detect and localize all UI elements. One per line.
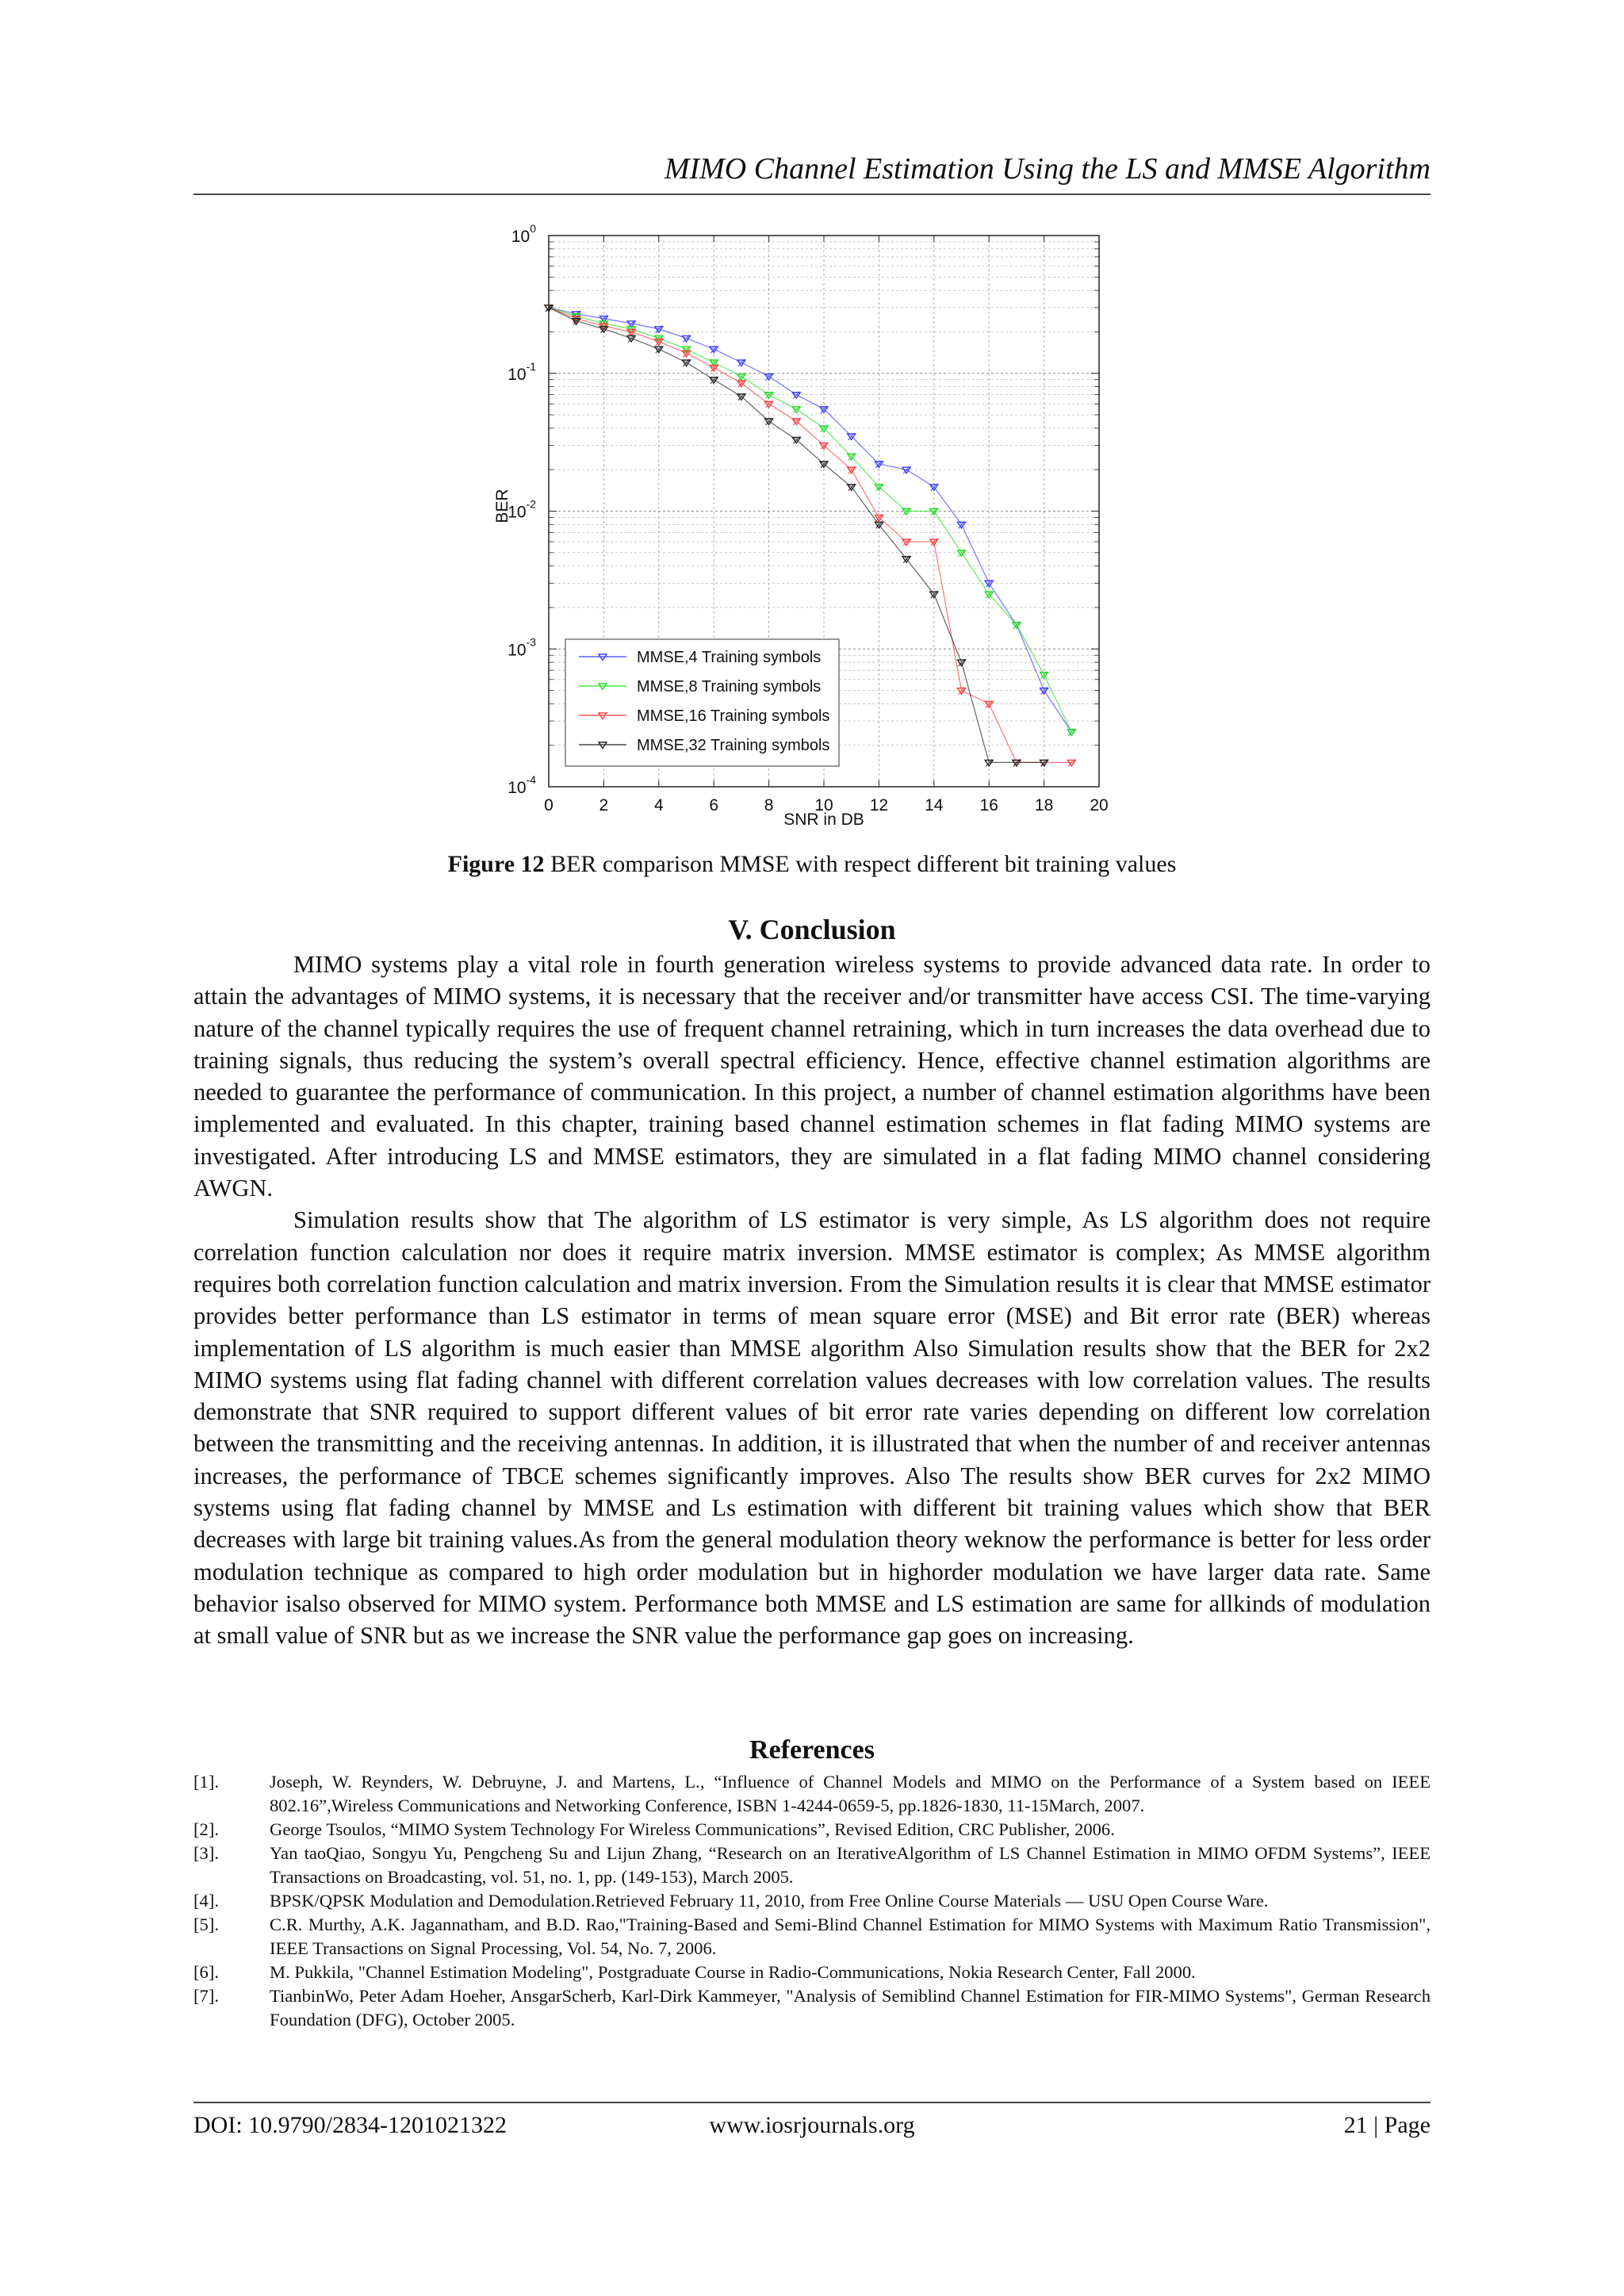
section-title: V. Conclusion [728,914,896,945]
x-tick-label: 4 [653,796,664,815]
conclusion-body [193,949,1431,1652]
x-tick-label: 2 [599,796,609,815]
reference-list [193,1770,1431,2032]
figure-label: Figure 12 [447,851,545,877]
reference-text: Yan taoQiao, Songyu Yu, Pengcheng Su and Lijun Zhang, “Research on an IterativeAlgorithm of LS Channel Estimation in MIMO OFDM Systems”, IEEE Transactions on Broadcasting, vol. 51, no. 1, pp. (149-153), March 2005. [270,1843,1431,1887]
chart-legend [565,639,839,766]
reference-item [193,1961,1431,1984]
paragraph: Simulation results show that The algorithm of LS estimator is very simple, As LS algorithm does not require correlation function calculation nor does it require matrix inversion. MMSE estimator is complex; As MMSE algorithm requires both correlation function calculation and matrix inversion. From the Simulation results it is clear that MMSE estimator provides better performance than LS estimator in terms of mean square error (MSE) and Bit error rate (BER) whereas implementation of LS algorithm is much easier than MMSE algorithm Also Simulation results show that the BER for 2x2 MIMO systems using flat fading channel with different correlation values decreases with low correlation values. The results demonstrate that SNR required to support different values of bit error rate varies depending on different low correlation between the transmitting and the receiving antennas. In addition, it is illustrated that when the number of and receiver antennas increases, the performance of TBCE schemes significantly improves. Also The results show BER curves for 2x2 MIMO systems using flat fading channel by MMSE and Ls estimation with different bit training values which show that BER decreases with large bit training values.As from the general modulation theory weknow the performance is better for less order modulation technique as compared to high order modulation but in highorder modulation we have larger data rate. Same behavior isalso observed for MIMO system. Performance both MMSE and LS estimation are same for allkinds of modulation at small value of SNR but as we increase the SNR value the performance gap goes on increasing. [193,1206,1431,1650]
reference-item [193,1842,1431,1889]
footer-page-number: 21 | Page [1343,2112,1431,2138]
reference-text: TianbinWo, Peter Adam Hoeher, AnsgarScherb, Karl-Dirk Kammeyer, "Analysis of Semiblind Channel Estimation for FIR-MIMO Systems", German Research Foundation (DFG), October 2005. [270,1986,1431,2030]
x-tick-label: 20 [1090,796,1109,815]
reference-number: [7]. [193,1986,219,2006]
reference-text: Joseph, W. Reynders, W. Debruyne, J. and Martens, L., “Influence of Channel Models and MIMO on the Performance of a System based on IEEE 802.16”,Wireless Communications and Networking Conference, ISBN 1-4244-0659-5, pp.1826-1830, 11-15March, 2007. [270,1772,1431,1815]
y-tick-label: $10^{-3}$ [508,635,536,660]
x-tick-label: 12 [869,796,889,815]
x-tick-label: 16 [979,796,998,815]
reference-number: [4]. [193,1891,219,1911]
y-tick-label: $10^{-4}$ [508,773,536,797]
reference-item [193,1889,1431,1913]
footer-doi: DOI: 10.9790/2834-1201021322 [193,2112,507,2138]
reference-text: George Tsoulos, “MIMO System Technology For Wireless Communications”, Revised Edition, CRC Publisher, 2006. [270,1819,1115,1839]
legend-label: MMSE,32 Training symbols [637,737,830,754]
running-header: MIMO Channel Estimation Using the LS and MMSE Algorithm [664,152,1431,186]
references-title: References [749,1735,875,1765]
reference-item [193,1984,1431,2032]
header-rule [193,194,1431,195]
y-tick-label: $10^{-1}$ [508,359,536,384]
x-tick-label: 8 [764,796,774,815]
footer-rule [193,2102,1431,2103]
page-footer [193,2110,1431,2141]
y-tick-label: $10^{-2}$ [508,497,536,522]
paragraph: MIMO systems play a vital role in fourth generation wireless systems to provide advanced data rate. In order to attain the advantages of MIMO systems, it is necessary that the receiver and/or transmitter have access CSI. The time-varying nature of the channel typically requires the use of frequent channel retraining, which in turn increases the data overhead due to training signals, thus reducing the system’s overall spectral efficiency. Hence, effective channel estimation algorithms are needed to guarantee the performance of communication. In this project, a number of channel estimation algorithms have been implemented and evaluated. In this chapter, training based channel estimation schemes in flat fading MIMO systems are investigated. After introducing LS and MMSE estimators, they are simulated in a flat fading MIMO channel considering AWGN. [193,951,1431,1202]
reference-item [193,1770,1431,1818]
x-tick-label: 6 [709,796,719,815]
reference-number: [2]. [193,1819,219,1839]
legend-label: MMSE,8 Training symbols [637,678,822,696]
reference-text: C.R. Murthy, A.K. Jagannatham, and B.D. Rao,"Training-Based and Semi-Blind Channel Estimation for MIMO Systems with Maximum Ratio Transmission", IEEE Transactions on Signal Processing, Vol. 54, No. 7, 2006. [270,1915,1431,1958]
x-tick-label: 14 [925,796,944,815]
x-tick-label: 10 [814,796,833,815]
reference-number: [1]. [193,1772,219,1792]
figure-caption [193,849,1431,880]
reference-number: [5]. [193,1915,219,1934]
y-axis-label: BER [493,489,511,523]
ber-chart [476,214,1126,833]
x-axis-label: SNR in DB [783,811,864,829]
legend-label: MMSE,16 Training symbols [637,707,830,725]
reference-number: [3]. [193,1843,219,1863]
footer-website: www.iosrjournals.org [709,2112,915,2138]
legend-label: MMSE,4 Training symbols [637,649,822,666]
y-tick-label: $10^0$ [511,222,536,246]
reference-item [193,1913,1431,1961]
reference-text: M. Pukkila, "Channel Estimation Modeling", Postgraduate Course in Radio-Communications, Nokia Research Center, Fall 2000. [270,1962,1196,1982]
reference-number: [6]. [193,1962,219,1982]
reference-item [193,1818,1431,1842]
reference-text: BPSK/QPSK Modulation and Demodulation.Retrieved February 11, 2010, from Free Online Course Materials — USU Open Course Ware. [270,1891,1269,1911]
x-tick-label: 18 [1034,796,1054,815]
x-tick-label: 0 [544,796,553,815]
figure-caption-text: BER comparison MMSE with respect different bit training values [550,851,1177,877]
